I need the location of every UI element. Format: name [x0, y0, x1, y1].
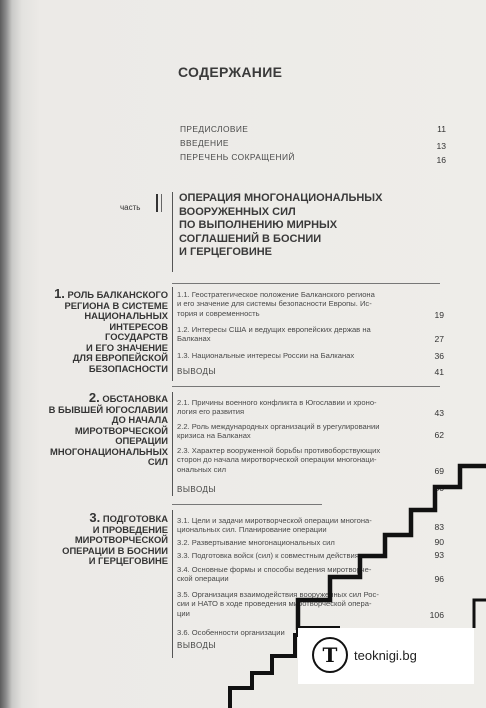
watermark-text: teoknigi.bg: [354, 648, 417, 663]
chapter-title-line: БЕЗОПАСНОСТИ: [88, 362, 168, 374]
conclusions-2: ВЫВОДЫ: [177, 485, 217, 494]
item-line: 3.1. Цели и задачи миротворческой операции многона-: [177, 516, 372, 525]
chapter-title-line: ОПЕРАЦИИ В БОСНИИ: [62, 544, 168, 556]
chapter-title-line: СИЛ: [147, 456, 168, 467]
chapter-number: 3.: [89, 510, 101, 525]
toc-entry-abbreviations: ПЕРЕЧЕНЬ СОКРАЩЕНИЙ: [180, 152, 295, 162]
part-title-line: ВООРУЖЕННЫХ СИЛ: [179, 205, 296, 218]
chapter-title-line: МИРОТВОРЧЕСКОЙ: [74, 534, 168, 545]
chapter-title-line: РОЛЬ БАЛКАНСКОГО: [67, 289, 168, 300]
toc-entry-preface: ПРЕДИСЛОВИЕ: [180, 124, 249, 134]
chapter-title-line: И ГЕРЦЕГОВИНЕ: [88, 555, 168, 566]
page-number: 90: [434, 537, 444, 547]
chapter-title-line: ОПЕРАЦИИ: [115, 435, 168, 446]
item-line: сии и НАТО в ходе проведения миротворческой опера-: [177, 599, 372, 609]
item-line: ской операции: [177, 574, 229, 584]
chapter-title-line: ДО НАЧАЛА: [111, 414, 168, 425]
page-number: 80: [434, 483, 444, 493]
part-title-line: СОГЛАШЕНИЙ В БОСНИИ: [179, 232, 322, 245]
item-line: тория и современность: [177, 308, 260, 318]
page-number: 36: [434, 351, 444, 361]
chapter-title-line: ИНТЕРЕСОВ: [109, 320, 168, 332]
item-line: 3.4. Основные формы и способы ведения миротворче-: [177, 565, 372, 574]
toc-entry-introduction: ВВЕДЕНИЕ: [180, 138, 229, 148]
part-label: часть: [120, 203, 141, 212]
chapter-title-line: И ЕГО ЗНАЧЕНИЕ: [86, 341, 168, 353]
item-line: логия его развития: [177, 407, 245, 417]
page-number: 13: [436, 141, 446, 151]
book-logo-icon: [312, 637, 348, 673]
conclusions-1: ВЫВОДЫ: [177, 367, 217, 376]
chapter-title-line: РЕГИОНА В СИСТЕМЕ: [64, 299, 168, 311]
part-title-line: ОПЕРАЦИЯ МНОГОНАЦИОНАЛЬНЫХ: [179, 192, 383, 204]
chapter-title-line: И ПРОВЕДЕНИЕ: [92, 523, 168, 535]
part-title-line: И ГЕРЦЕГОВИНЕ: [179, 246, 273, 258]
page-number: 93: [434, 550, 444, 560]
page-number: 16: [436, 155, 446, 165]
page-number: 27: [434, 334, 444, 344]
chapter-title-line: ДЛЯ ЕВРОПЕЙСКОЙ: [72, 352, 168, 363]
item-line: 1.1. Геостратегическое положение Балканского региона: [177, 290, 375, 299]
item-line: 2.3. Характер вооруженной борьбы противоборствующих: [177, 446, 381, 455]
page-number: 41: [434, 367, 444, 377]
page-number: 19: [434, 310, 444, 320]
item-line: циональных сил. Планирование операции: [177, 525, 327, 535]
conclusions-3: ВЫВОДЫ: [177, 641, 217, 650]
item-line: 3.2. Развертывание многонациональных сил: [177, 538, 335, 547]
page-number: 62: [434, 430, 444, 440]
item-line: сторон до начала миротворческой операции многонаци-: [177, 455, 377, 465]
chapter-title-line: МИРОТВОРЧЕСКОЙ: [74, 424, 168, 436]
item-line: 3.5. Организация взаимодействия вооруженных сил Рос-: [177, 590, 379, 599]
item-line: 3.6. Особенности организации: [177, 628, 285, 637]
page-number: 11: [437, 124, 446, 134]
chapter-title-line: ОБСТАНОВКА: [102, 393, 168, 404]
page-title: СОДЕРЖАНИЕ: [178, 64, 283, 80]
chapter-title-line: ПОДГОТОВКА: [102, 513, 168, 524]
page-number: 69: [434, 466, 444, 476]
chapter-number: 1.: [54, 286, 65, 301]
chapter-number: 2.: [88, 390, 100, 405]
item-line: 1.2. Интересы США и ведущих европейских держав на: [177, 325, 371, 334]
item-line: 3.3. Подготовка войск (сил) к совместным действиям: [177, 551, 365, 560]
item-line: 2.2. Роль международных организаций в урегулировании: [177, 422, 380, 431]
chapter-title-line: ГОСУДАРСТВ: [105, 331, 168, 342]
item-line: Балканах: [177, 334, 211, 344]
item-line: кризиса на Балканах: [177, 431, 251, 441]
item-line: 2.1. Причины военного конфликта в Югославии и хроно-: [177, 398, 377, 407]
chapter-title-line: В БЫВШЕЙ ЮГОСЛАВИИ: [48, 403, 168, 415]
page-number: 96: [434, 574, 444, 584]
page-number: 106: [429, 610, 444, 620]
page-number: 43: [434, 408, 444, 418]
chapter-title-line: МНОГОНАЦИОНАЛЬНЫХ: [50, 445, 168, 457]
chapter-title-line: НАЦИОНАЛЬНЫХ: [84, 310, 168, 321]
item-line: ции: [177, 608, 190, 618]
logo-letter: T: [322, 643, 338, 667]
part-title-line: ПО ВЫПОЛНЕНИЮ МИРНЫХ: [179, 219, 338, 231]
item-line: и его значение для системы безопасности Европы. Ис-: [177, 299, 372, 309]
watermark-logo: [298, 628, 474, 684]
page-number: 83: [434, 522, 444, 532]
item-line: ональных сил: [177, 464, 227, 474]
item-line: 1.3. Национальные интересы России на Балканах: [177, 351, 355, 360]
